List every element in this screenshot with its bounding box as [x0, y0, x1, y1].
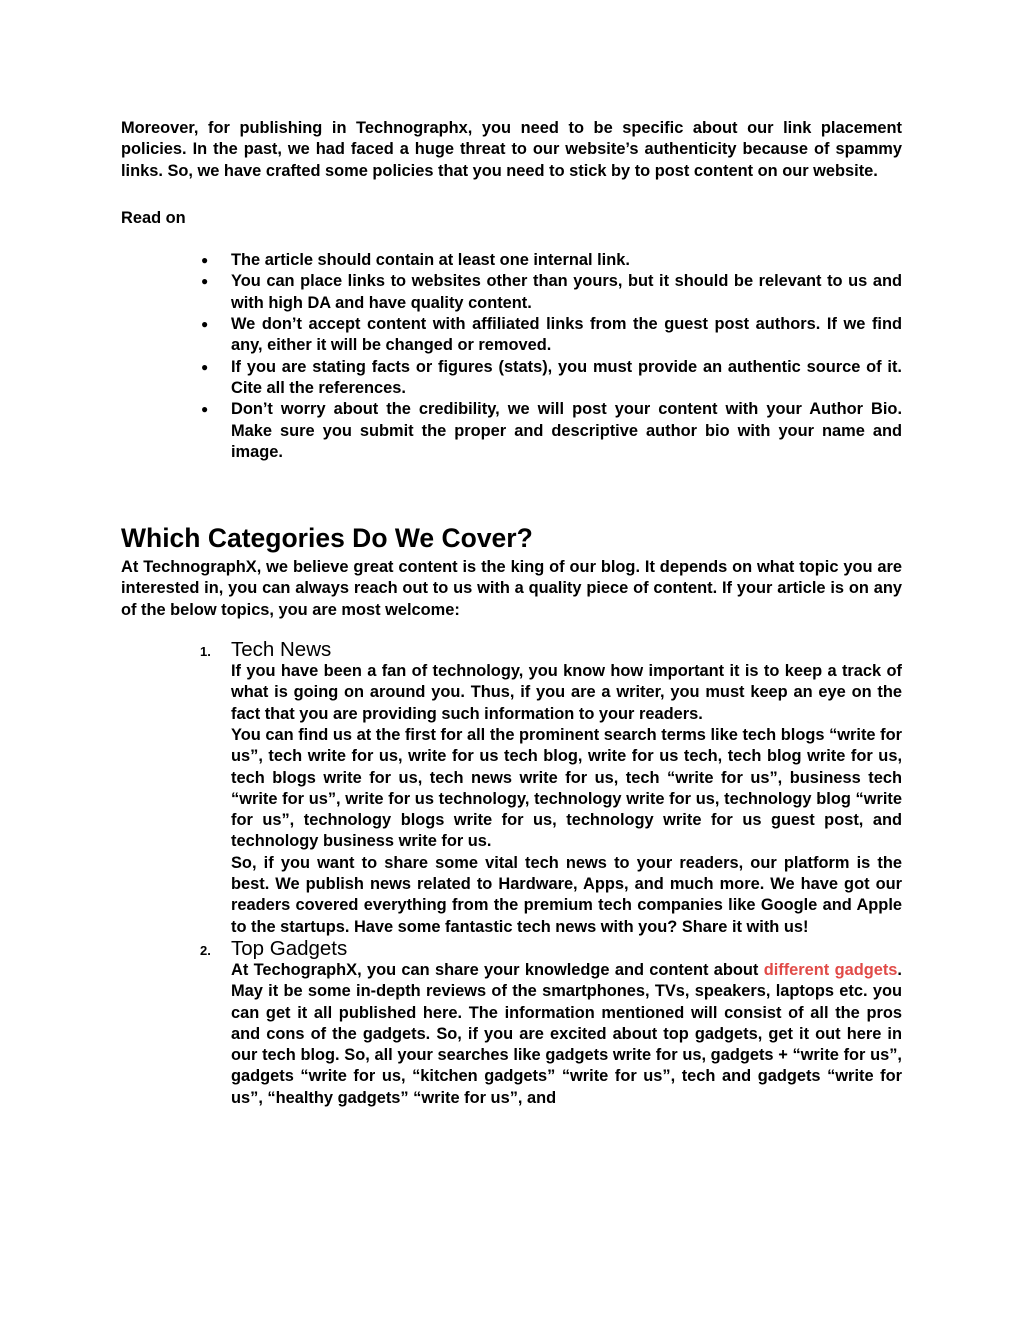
document-page: [121, 118, 902, 1109]
section-heading: Which Categories Do We Cover?: [121, 523, 533, 554]
policy-text: Don’t worry about the credibility, we will post your content with your Author Bio. Make sure you submit the proper and descriptive author bio with your name and image.: [231, 400, 902, 461]
category-paragraph: [231, 960, 902, 1109]
read-on-label: Read on: [121, 208, 186, 227]
bullet-icon: ●: [201, 359, 209, 374]
paragraph-text: . May it be some in-depth reviews of the smartphones, TVs, speakers, laptops etc. you can get it all published here. The information mentioned will consist of all the pros and cons of the gadgets. So, if you are excited about top gadgets, get it out here in our tech blog. So, all your searches like gadgets write for us, gadgets + “write for us”, gadgets “write for us, “kitchen gadgets” “write for us”, tech and gadgets “write for us”, “healthy gadgets” “write for us”, and: [231, 960, 902, 1107]
category-paragraph: So, if you want to share some vital tech news to your readers, our platform is the best. We publish news related to Hardware, Apps, and much more. We have got our readers covered everything from the premium tech companies like Google and Apple to the startups. Have some fantastic tech news with you? Share it with us!: [231, 853, 902, 936]
bullet-icon: ●: [201, 274, 209, 289]
bullet-icon: ●: [201, 253, 209, 268]
policy-text: You can place links to websites other than yours, but it should be relevant to us and with high DA and have quality content.: [231, 272, 902, 312]
policy-item: [201, 357, 902, 400]
category-title: Tech News: [231, 638, 332, 662]
intro-paragraph: Moreover, for publishing in Technographx, you need to be specific about our link placement policies. In the past, we had faced a huge threat to our website’s authenticity because of spammy links. So, we have crafted some policies that you need to stick by to post content on our website.: [121, 119, 902, 180]
section-intro: At TechnographX, we believe great content is the king of our blog. It depends on what topic you are interested in, you can always reach out to us with a quality piece of content. If your article is on any of the below topics, you are most welcome:: [121, 558, 902, 619]
category-list: [121, 639, 902, 1109]
list-number: 2.: [200, 942, 211, 958]
policy-text: We don’t accept content with affiliated links from the guest post authors. If we find any, either it will be changed or removed.: [231, 315, 902, 355]
policy-text: The article should contain at least one internal link.: [231, 251, 630, 270]
bullet-icon: ●: [201, 317, 209, 332]
category-item-tech-news: [200, 638, 902, 938]
list-number: 1.: [200, 644, 211, 660]
category-item-top-gadgets: [200, 936, 902, 1109]
different-gadgets-link[interactable]: different gadgets: [763, 960, 898, 979]
category-paragraph: If you have been a fan of technology, you know how important it is to keep a track of what is going on around you. Thus, if you are a writer, you must keep an eye on the fact that you are providing such information to your readers.: [231, 662, 902, 723]
paragraph-text: At TechographX, you can share your knowledge and content about: [231, 960, 764, 979]
policy-item: [201, 271, 902, 314]
policy-list: [121, 250, 902, 463]
category-title: Top Gadgets: [231, 936, 348, 960]
policy-text: If you are stating facts or figures (stats), you must provide an authentic source of it. Cite all the references.: [231, 357, 902, 397]
policy-item: [201, 250, 902, 271]
policy-item: [201, 314, 902, 357]
policy-item: [201, 399, 902, 463]
bullet-icon: ●: [201, 402, 209, 417]
category-paragraph: You can find us at the first for all the prominent search terms like tech blogs “write for us”, tech write for us, write for us tech blog, write for us tech, tech blog write for us, tech blogs write for us, tech news write for us, tech “write for us”, business tech “write for us”, write for us technology, technology write for us, technology blog “write for us”, technology blogs write for us, technology write for us guest post, and technology business write for us.: [231, 725, 902, 851]
